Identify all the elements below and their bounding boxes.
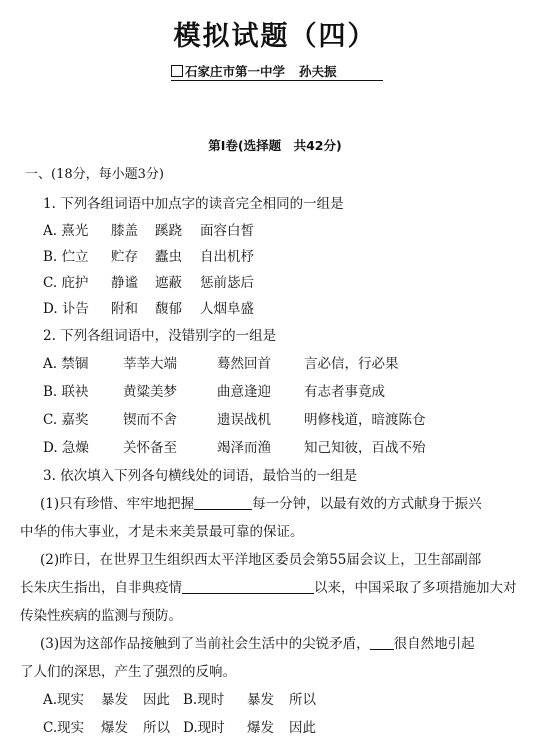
question-1-stem: 1. 下列各组词语中加点字的读音完全相同的一组是 (43, 196, 344, 212)
option-word: 因此 (143, 692, 170, 708)
option-word: 蹊跷 (155, 223, 182, 239)
sentence-text: (3)因为这部作品接触到了当前社会生活中的尖锐矛盾， (40, 636, 370, 652)
sentence-text: 每一分钟，以最有效的方式献身于振兴 (252, 496, 482, 512)
option-word: 莘莘大端 (123, 356, 177, 372)
option-word: A.现实 (43, 692, 85, 708)
option-word: 明修栈道，暗渡陈仓 (304, 412, 426, 428)
option-word: A. 禁锢 (43, 356, 89, 372)
q3-sentence-1 (40, 492, 550, 512)
option-word: 知己知彼，百战不殆 (304, 440, 426, 456)
option-word: 蠹虫 (155, 249, 182, 265)
sentence-text: 很自然地引起 (393, 636, 475, 652)
option-word: 暴发 (247, 692, 274, 708)
option-word: C. 嘉奖 (43, 412, 89, 428)
option-word: D. 急燥 (43, 440, 89, 456)
option-word: 面容白皙 (200, 223, 254, 239)
part-heading: 一、(18分，每小题3分) (25, 167, 164, 182)
option-word: 因此 (289, 720, 316, 736)
option-word: 自出机杼 (200, 249, 254, 265)
option-word: A. 熹光 (43, 223, 89, 239)
option-word: 锲而不舍 (123, 412, 177, 428)
q3-sentence-3 (40, 632, 550, 652)
option-word: D.现时 (183, 720, 225, 736)
question-3-stem: 3. 依次填入下列各句横线处的词语，最恰当的一组是 (43, 468, 358, 484)
option-word: 静谧 (111, 275, 138, 291)
option-word: 竭泽而渔 (217, 440, 271, 456)
option-word: 人烟阜盛 (200, 301, 254, 317)
option-word: 所以 (289, 692, 316, 708)
page-title: 模拟试题（四） (173, 21, 377, 52)
section-title: 第Ⅰ卷(选择题 共42分) (208, 138, 342, 153)
option-word: 所以 (143, 720, 170, 736)
option-word: 黄粱美梦 (123, 384, 177, 400)
sentence-text: 长朱庆生指出，自非典疫情 (20, 580, 182, 596)
option-word: 爆发 (247, 720, 274, 736)
option-word: 曲意逢迎 (217, 384, 271, 400)
option-word: 馥郁 (155, 301, 182, 317)
checkbox-icon (171, 65, 183, 77)
author-name: 孙夫振 (299, 64, 337, 79)
option-word: 暴发 (101, 692, 128, 708)
option-word: D. 讣告 (43, 301, 89, 317)
option-word: 贮存 (111, 249, 138, 265)
option-word: 遮蔽 (155, 275, 182, 291)
option-word: C. 庇护 (43, 275, 89, 291)
option-word: 蓦然回首 (217, 356, 271, 372)
fill-blank (182, 580, 314, 594)
sentence-text: (1)只有珍惜、牢牢地把握 (40, 496, 195, 512)
fill-blank (370, 636, 394, 650)
school-name: 石家庄市第一中学 (185, 64, 286, 79)
option-word: 附和 (111, 301, 138, 317)
q3-sentence-2-cont (20, 576, 535, 596)
option-word: B. 伫立 (43, 249, 89, 265)
option-word: 爆发 (101, 720, 128, 736)
q3-sentence-3-cont: 了人们的深思，产生了强烈的反响。 (20, 664, 236, 680)
option-word: B. 联袂 (43, 384, 89, 400)
author-underline (171, 80, 383, 81)
option-word: 言必信，行必果 (304, 356, 399, 372)
q3-sentence-2-end: 传染性疾病的监测与预防。 (20, 608, 182, 624)
fill-blank (194, 496, 252, 510)
q3-sentence-2: (2)昨日，在世界卫生组织西太平洋地区委员会第55届会议上，卫生部副部 (40, 552, 482, 568)
sentence-text: 以来，中国采取了多项措施加大对 (314, 580, 517, 596)
option-word: 遗误战机 (217, 412, 271, 428)
author-line (171, 62, 337, 80)
option-word: 有志者事竟成 (304, 384, 385, 400)
option-word: 惩前毖后 (200, 275, 254, 291)
option-word: 关怀备至 (123, 440, 177, 456)
option-word: 膝盖 (111, 223, 138, 239)
option-word: B.现时 (183, 692, 225, 708)
question-2-stem: 2. 下列各组词语中，没错别字的一组是 (43, 328, 277, 344)
option-word: C.现实 (43, 720, 85, 736)
q3-sentence-1-cont: 中华的伟大事业，才是未来美景最可靠的保证。 (20, 524, 304, 540)
